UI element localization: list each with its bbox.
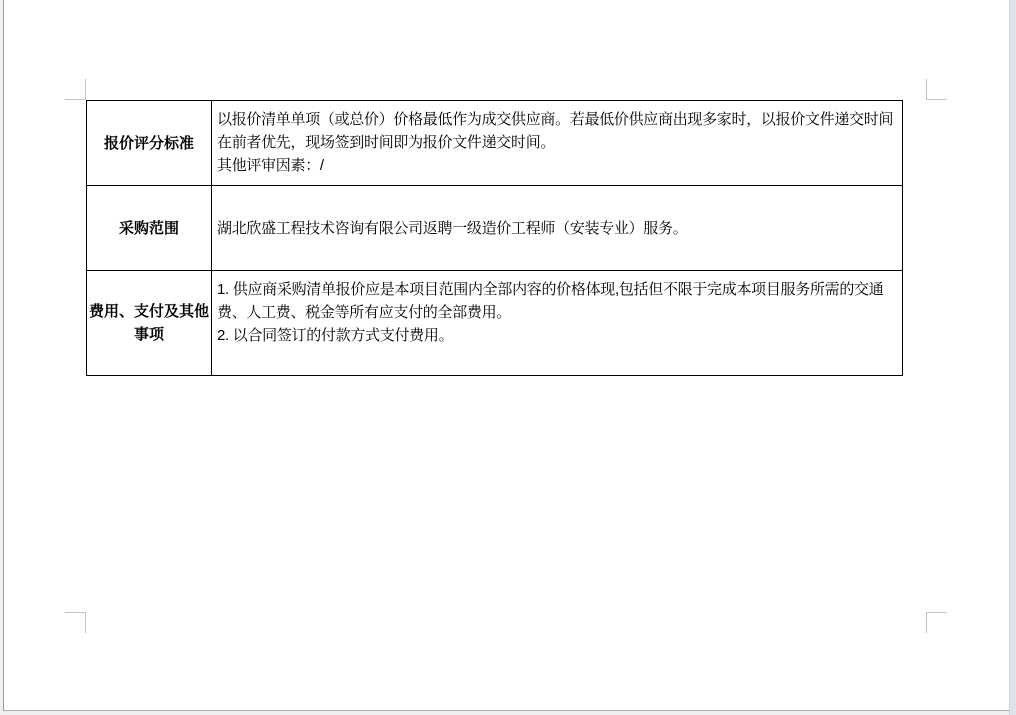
cell-paragraph[interactable]: 以报价清单单项（或总价）价格最低作为成交供应商。若最低价供应商出现多家时，以报价文件递交时间在前者优先，现场签到时间即为报价文件递交时间。 (217, 111, 894, 151)
table-row-procurement-scope (87, 186, 902, 271)
margin-mark-bottom-left (65, 612, 86, 633)
margin-mark-top-left (65, 79, 86, 100)
row-content-fees-payment[interactable] (212, 271, 902, 375)
margin-mark-top-right (926, 79, 947, 100)
margin-mark-bottom-right (926, 612, 947, 633)
table-row-scoring-criteria (87, 101, 902, 186)
row-label-fees-payment[interactable]: 费用、支付及其他事项 (87, 271, 212, 375)
row-label-scoring-criteria[interactable]: 报价评分标准 (87, 101, 212, 185)
cell-paragraph[interactable]: 1. 供应商采购清单报价应是本项目范围内全部内容的价格体现,包括但不限于完成本项目服务所需的交通费、人工费、税金等所有应支付的全部费用。 (217, 281, 884, 321)
table-row-fees-payment (87, 271, 902, 375)
cell-paragraph[interactable]: 2. 以合同签订的付款方式支付费用。 (217, 327, 454, 344)
row-label-procurement-scope[interactable]: 采购范围 (87, 186, 212, 270)
row-content-scoring-criteria[interactable] (212, 101, 902, 185)
row-content-procurement-scope[interactable] (212, 186, 902, 270)
procurement-info-table (86, 100, 903, 376)
scrollbar-track[interactable] (1009, 0, 1016, 715)
cell-paragraph[interactable]: 其他评审因素：/ (217, 157, 324, 174)
cell-paragraph[interactable]: 湖北欣盛工程技术咨询有限公司返聘一级造价工程师（安装专业）服务。 (217, 219, 688, 237)
